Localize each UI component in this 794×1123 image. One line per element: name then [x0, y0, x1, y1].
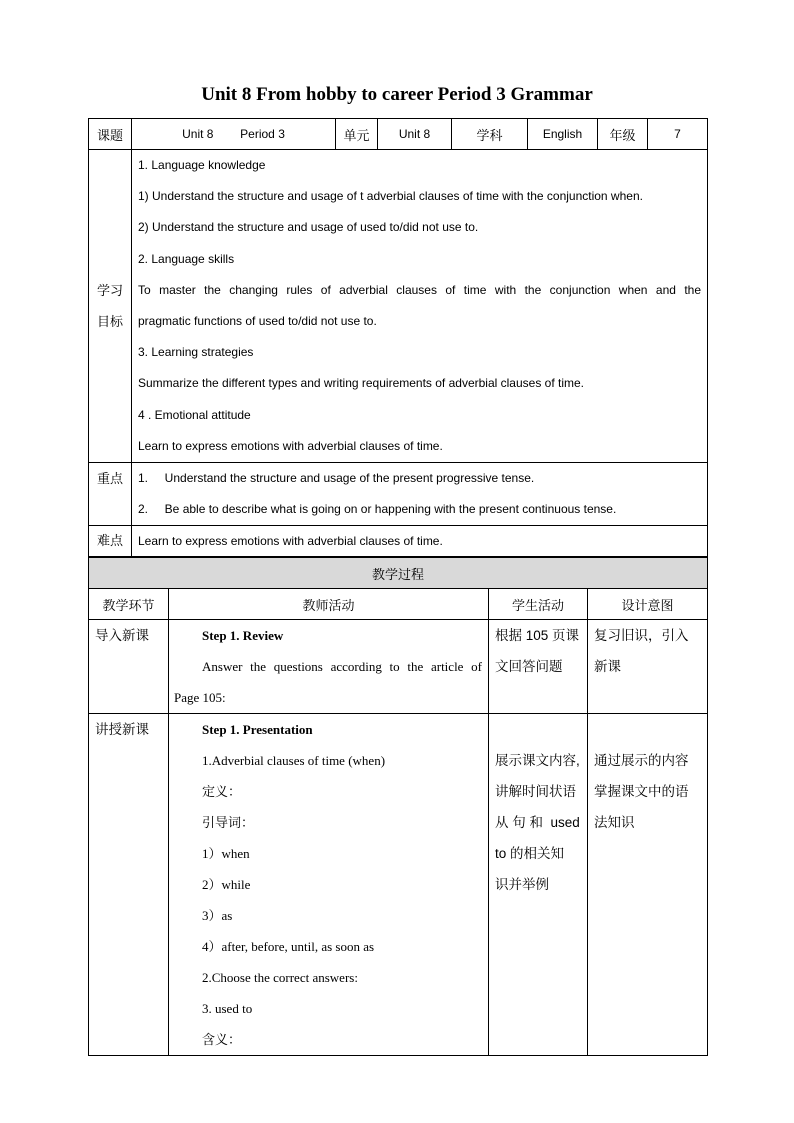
- objective-line: 1. Language knowledge: [138, 158, 266, 172]
- difficulties-row: [89, 526, 708, 557]
- teacher-line: Page 105:: [174, 690, 226, 705]
- objective-line: pragmatic functions of used to/did not use to.: [138, 313, 377, 328]
- teacher-line: 1）when: [202, 846, 250, 861]
- grade-label: 年级: [598, 119, 648, 150]
- objective-line: 2. Language skills: [138, 251, 235, 266]
- teacher-activity-cell: [169, 714, 489, 1056]
- objective-line: To master the changing rules of adverbial clauses of time with the conjunction when and the: [138, 282, 701, 297]
- column-header-teacher: 教师活动: [169, 589, 489, 620]
- difficulties-label: 难点: [89, 526, 132, 557]
- objective-line: Summarize the different types and writing requirements of adverbial clauses of time.: [138, 376, 584, 391]
- objective-line: 1) Understand the structure and usage of t adverbial clauses of time with the conjunction when.: [138, 189, 643, 204]
- header-row: [89, 119, 708, 150]
- key-point-line: 2. Be able to describe what is going on or happening with the present continuous tense.: [138, 502, 617, 517]
- objectives-label: [89, 150, 132, 463]
- objective-line: 2) Understand the structure and usage of used to/did not use to.: [138, 220, 479, 235]
- process-row-intro: [89, 620, 708, 714]
- key-point-line: 1. Understand the structure and usage of the present progressive tense.: [138, 470, 535, 485]
- key-points-row: [89, 462, 708, 525]
- lesson-label: 课题: [89, 119, 132, 150]
- key-points-label: 重点: [89, 462, 132, 525]
- lesson-period: Period 3: [240, 127, 285, 141]
- student-line: to 的相关知: [495, 846, 565, 861]
- teacher-line: 3）as: [202, 908, 233, 923]
- process-column-header-row: [89, 589, 708, 620]
- student-line: 根据 105 页课: [495, 628, 580, 643]
- objectives-label-line1: 学习: [96, 282, 123, 298]
- teacher-line: 2.Choose the correct answers:: [202, 970, 358, 985]
- intent-line: 复习旧识，引入: [594, 628, 689, 643]
- column-header-student: 学生活动: [489, 589, 588, 620]
- intent-cell: [588, 714, 708, 1056]
- stage-label: 导入新课: [95, 628, 149, 643]
- objectives-row: [89, 150, 708, 463]
- column-header-intent: 设计意图: [588, 589, 708, 620]
- teacher-activity-cell: [169, 620, 489, 714]
- teacher-line: 3. used to: [202, 1001, 253, 1016]
- teacher-line: 引导词：: [202, 815, 255, 830]
- lesson-info-table: [88, 118, 708, 557]
- objective-line: 3. Learning strategies: [138, 345, 254, 360]
- student-line: 展示课文内容,: [495, 753, 580, 768]
- difficulties-text: Learn to express emotions with adverbial clauses of time.: [138, 534, 443, 549]
- teacher-step-title: Step 1. Presentation: [202, 722, 313, 737]
- stage-cell: [89, 620, 169, 714]
- grade-value: 7: [648, 119, 708, 150]
- difficulties-content: [132, 526, 708, 557]
- lesson-value: [132, 119, 336, 150]
- key-points-content: [132, 462, 708, 525]
- intent-line: 新课: [594, 659, 621, 674]
- student-line: 文回答问题: [495, 659, 563, 674]
- unit-label: 单元: [336, 119, 378, 150]
- objectives-content: [132, 150, 708, 463]
- subject-value: English: [528, 119, 598, 150]
- student-activity-cell: [489, 620, 588, 714]
- teacher-line: 2）while: [202, 877, 251, 892]
- lesson-unit: Unit 8: [182, 127, 214, 141]
- teacher-line: 1.Adverbial clauses of time (when): [202, 753, 386, 768]
- teaching-process-table: [88, 557, 708, 1056]
- teacher-line: 4）after, before, until, as soon as: [202, 939, 375, 954]
- unit-value: Unit 8: [378, 119, 452, 150]
- process-section-title: 教学过程: [89, 558, 708, 589]
- intent-line: 通过展示的内容: [594, 753, 689, 768]
- teacher-line: 含义：: [202, 1032, 242, 1047]
- student-line: 讲解时间状语: [495, 784, 576, 799]
- stage-label: 讲授新课: [95, 722, 149, 737]
- document-title: Unit 8 From hobby to career Period 3 Grammar: [201, 84, 593, 105]
- column-header-stage: 教学环节: [89, 589, 169, 620]
- subject-label: 学科: [452, 119, 528, 150]
- intent-cell: [588, 620, 708, 714]
- objectives-label-line2: 目标: [96, 313, 123, 329]
- objective-line: Learn to express emotions with adverbial clauses of time.: [138, 438, 443, 453]
- teacher-line: 定义：: [202, 784, 242, 799]
- stage-cell: [89, 714, 169, 1056]
- objective-line: 4 . Emotional attitude: [138, 407, 251, 422]
- process-title-row: [89, 558, 708, 589]
- student-activity-cell: [489, 714, 588, 1056]
- teacher-step-title: Step 1. Review: [202, 628, 284, 643]
- intent-line: 掌握课文中的语: [594, 784, 689, 799]
- process-row-new-lesson: [89, 714, 708, 1056]
- student-line: 从 句 和 used: [495, 815, 580, 830]
- intent-line: 法知识: [594, 815, 635, 830]
- student-line: 识并举例: [495, 877, 549, 892]
- teacher-line: Answer the questions according to the article of: [202, 659, 482, 674]
